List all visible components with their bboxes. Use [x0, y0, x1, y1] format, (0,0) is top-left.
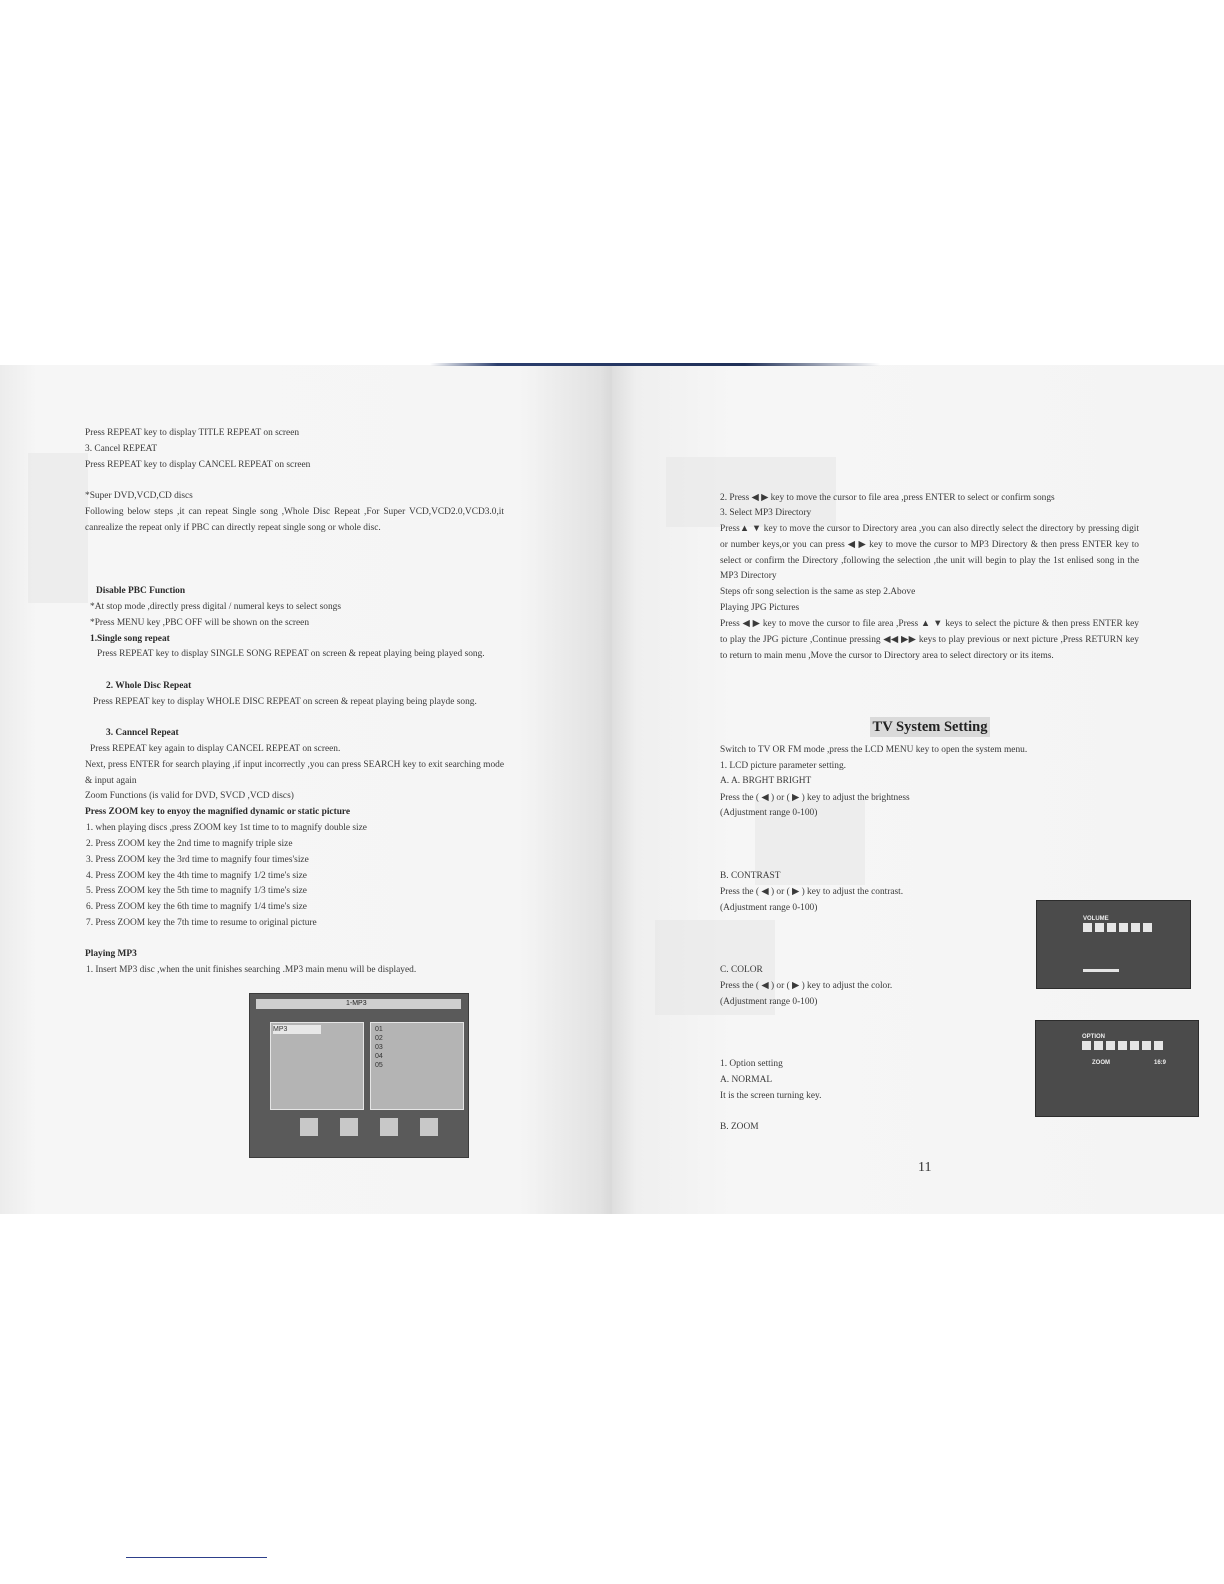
- mp3-menu-screenshot: [249, 993, 469, 1158]
- bottom-blue-line: [126, 1557, 267, 1558]
- track-item: 01: [375, 1026, 383, 1033]
- color-range: (Adjustment range 0-100): [720, 997, 818, 1007]
- pbc-line-1: *At stop mode ,directly press digital / numeral keys to select songs: [90, 602, 341, 612]
- disable-pbc-title: Disable PBC Function: [96, 586, 186, 596]
- brightness-text: Press the ( ◀ ) or ( ▶ ) key to adjust the brightness: [720, 793, 910, 803]
- track-item: 04: [375, 1053, 383, 1060]
- zoom-step: 7. Press ZOOM key the 7th time to resume to original picture: [86, 918, 317, 928]
- selected-folder: MP3: [273, 1025, 321, 1034]
- music-icon: [300, 1118, 318, 1136]
- whole-disc-text: Press REPEAT key to display WHOLE DISC REPEAT on screen & repeat playing being playde song.: [93, 697, 477, 707]
- osd-bar-segment: [1082, 1041, 1091, 1050]
- zoom-functions-line: Zoom Functions (is valid for DVD, SVCD ,VCD discs): [85, 791, 294, 801]
- volume-osd-label: VOLUME: [1083, 916, 1109, 922]
- osd-bar-segment: [1142, 1041, 1151, 1050]
- bleed-shadow: [28, 453, 88, 603]
- single-repeat-title: 1.Single song repeat: [90, 634, 170, 644]
- osd-bar-segment: [1118, 1041, 1127, 1050]
- zoom-step: 5. Press ZOOM key the 5th time to magnify 1/3 time's size: [86, 886, 307, 896]
- zoom-title: Press ZOOM key to enyoy the magnified dynamic or static picture: [85, 807, 351, 817]
- mp3-menu-bar: [256, 999, 461, 1009]
- mp3-title: Playing MP3: [85, 949, 137, 959]
- directory-pane: [270, 1022, 364, 1110]
- track-item: 02: [375, 1035, 383, 1042]
- contrast-text: Press the ( ◀ ) or ( ▶ ) key to adjust the contrast.: [720, 887, 904, 897]
- volume-level-slider: [1083, 969, 1119, 972]
- osd-bar-segment: [1130, 1041, 1139, 1050]
- option-setting-item: 1. Option setting: [720, 1059, 783, 1069]
- color-text: Press the ( ◀ ) or ( ▶ ) key to adjust the color.: [720, 981, 893, 991]
- normal-text: It is the screen turning key.: [720, 1091, 822, 1101]
- film-icon: [380, 1118, 398, 1136]
- zoom-item: B. ZOOM: [720, 1122, 759, 1132]
- directory-text: Press▲ ▼ key to move the cursor to Directory area ,you can also directly select the directory by pressing digit or number keys,or you can press ◀ ▶ key to move the cursor to MP3 Directory & then press ENTER key to select or confirm the Directory ,following the selection ,the unit will begin to play the 1st enlised song in the MP3 Directory: [720, 524, 1139, 582]
- brightness-range: (Adjustment range 0-100): [720, 808, 818, 818]
- option-osd-setting: ZOOM: [1092, 1060, 1110, 1066]
- osd-bar-segment: [1106, 1041, 1115, 1050]
- normal-item: A. NORMAL: [720, 1075, 773, 1085]
- super-dvd-text: Following below steps ,it can repeat Single song ,Whole Disc Repeat ,For Super VCD,VCD2.0,VCD3.0,it canrealize the repeat only if PBC can directly repeat single song or whole disc.: [85, 507, 504, 533]
- picture-icon: [340, 1118, 358, 1136]
- next-search-text: Next, press ENTER for search playing ,if input incorrectly ,you can press SEARCH key to exit searching mode & input again: [85, 760, 504, 786]
- single-repeat-text: Press REPEAT key to display SINGLE SONG REPEAT on screen & repeat playing being played song.: [97, 649, 485, 659]
- zoom-step: 4. Press ZOOM key the 4th time to magnify 1/2 time's size: [86, 871, 307, 881]
- whole-disc-title: 2. Whole Disc Repeat: [106, 681, 192, 691]
- option-osd-label: OPTION: [1082, 1034, 1106, 1040]
- osd-bar-segment: [1143, 923, 1152, 932]
- osd-bar-segment: [1083, 923, 1092, 932]
- repeat-title-line: Press REPEAT key to display TITLE REPEAT on screen: [85, 428, 300, 438]
- mp3-menu-icons: [290, 1118, 460, 1140]
- option-osd-value: 16:9: [1154, 1060, 1167, 1066]
- track-item: 05: [375, 1062, 383, 1069]
- cancel-repeat-title: 3. Canncel Repeat: [106, 728, 179, 738]
- mp3-step-1: 1. Insert MP3 disc ,when the unit finishes searching .MP3 main menu will be displayed.: [86, 965, 417, 975]
- option-osd-photo: [1035, 1020, 1199, 1117]
- zoom-step: 2. Press ZOOM key the 2nd time to magnify triple size: [86, 839, 293, 849]
- osd-bar-segment: [1107, 923, 1116, 932]
- zoom-step: 1. when playing discs ,press ZOOM key 1st time to to magnify double size: [86, 823, 367, 833]
- brightness-item: A. A. BRGHT BRIGHT: [720, 776, 812, 786]
- contrast-item: B. CONTRAST: [720, 871, 781, 881]
- cancel-repeat-item: 3. Cancel REPEAT: [85, 444, 158, 454]
- zoom-step: 3. Press ZOOM key the 3rd time to magnify four times'size: [86, 855, 309, 865]
- switch-mode-text: Switch to TV OR FM mode ,press the LCD MENU key to open the system menu.: [720, 745, 1028, 755]
- tv-system-heading: TV System Setting: [870, 717, 990, 737]
- osd-bar-segment: [1094, 1041, 1103, 1050]
- settings-icon: [420, 1118, 438, 1136]
- super-dvd-title: *Super DVD,VCD,CD discs: [85, 491, 193, 501]
- lcd-setting-item: 1. LCD picture parameter setting.: [720, 761, 846, 771]
- page-number: 11: [918, 1160, 932, 1175]
- osd-bar-segment: [1131, 923, 1140, 932]
- cancel-repeat-text: Press REPEAT key again to display CANCEL REPEAT on screen.: [90, 744, 341, 754]
- osd-bar-segment: [1095, 923, 1104, 932]
- mp3-step-2: 2. Press ◀ ▶ key to move the cursor to file area ,press ENTER to select or confirm songs: [720, 493, 1055, 503]
- mp3-step-3: 3. Select MP3 Directory: [720, 508, 812, 518]
- volume-osd-photo: [1036, 900, 1191, 989]
- repeat-cancel-line: Press REPEAT key to display CANCEL REPEAT on screen: [85, 460, 311, 470]
- mp3-menu-bar-label: 1-MP3: [346, 1000, 367, 1007]
- jpg-title: Playing JPG Pictures: [720, 603, 800, 613]
- pbc-line-2: *Press MENU key ,PBC OFF will be shown on the screen: [90, 618, 310, 628]
- top-edge-rule: [430, 363, 880, 366]
- track-item: 03: [375, 1044, 383, 1051]
- contrast-range: (Adjustment range 0-100): [720, 903, 818, 913]
- osd-bar-segment: [1119, 923, 1128, 932]
- jpg-text: Press ◀ ▶ key to move the cursor to file area ,Press ▲ ▼ keys to select the picture & then press ENTER key to play the JPG picture ,Continue pressing ◀◀ ▶▶ keys to play previous or next picture ,Press RETURN key to return to main menu ,Move the cursor to Directory area to select directory or its items.: [720, 619, 1139, 661]
- steps-same-line: Steps ofr song selection is the same as step 2.Above: [720, 587, 916, 597]
- file-pane: [370, 1022, 464, 1110]
- osd-bar-segment: [1154, 1041, 1163, 1050]
- color-item: C. COLOR: [720, 965, 763, 975]
- zoom-step: 6. Press ZOOM key the 6th time to magnify 1/4 time's size: [86, 902, 307, 912]
